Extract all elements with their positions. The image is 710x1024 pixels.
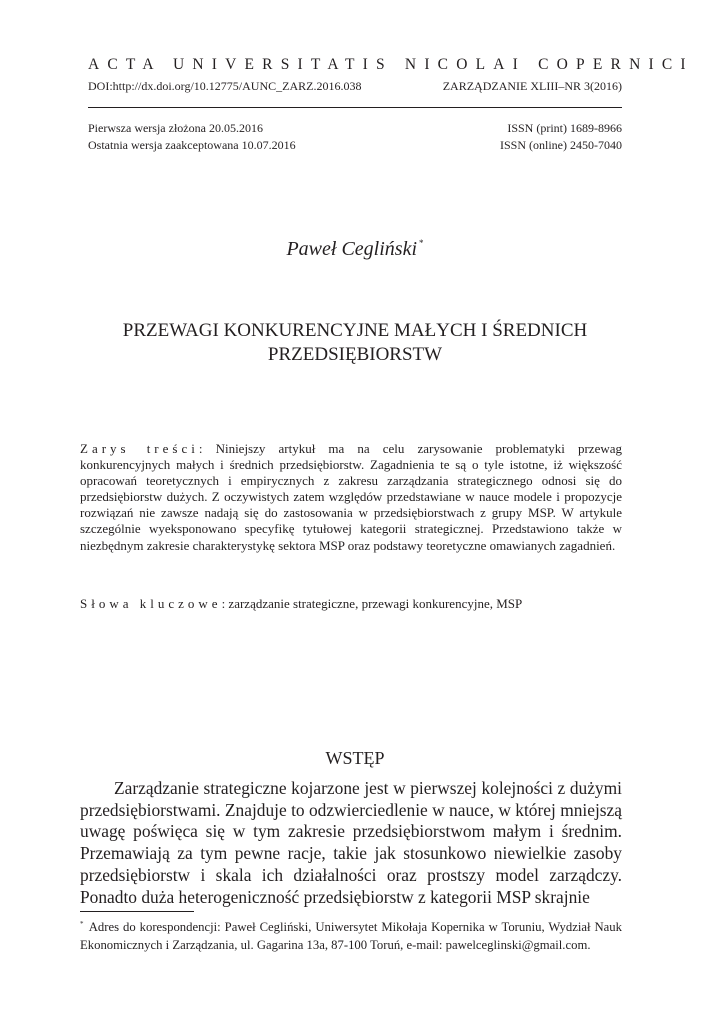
doi-link[interactable]: DOI:http://dx.doi.org/10.12775/AUNC_ZARZ.2016.038	[88, 79, 362, 93]
footnote-rule	[80, 911, 194, 912]
abstract-text: : Niniejszy artykuł ma na celu zarysowanie problematyki przewag konkurencyjnych małych i średnich przedsiębiorstw. Zagadnienia te są o tyle istotne, iż większość opracowań teoretycznych i empirycznych z zakresu zarządzania strategicznego odnosi się do przedsiębiorstw dużych. Z oczywistych zatem względów przedstawiane w nauce modele i propozycje rozwiązań nie zawsze nadają się do zastosowania w przedsiębiorstwach z grupy MSP. W artykule szczególnie wyeksponowano specyfikę tytułowej kategorii strategicznej. Przedstawiono także w niezbędnym zakresie charakterystykę sektora MSP oraz podstawy teoretyczne omawianych zagadnień.	[80, 441, 622, 553]
article-title	[90, 319, 620, 367]
author-name-line	[0, 238, 710, 261]
footnote-marker: *	[80, 920, 84, 928]
meta-row-1	[88, 121, 622, 136]
keywords-text: : zarządzanie strategiczne, przewagi konkurencyjne, MSP	[221, 596, 523, 611]
keywords	[80, 596, 622, 612]
title-line-1: PRZEWAGI KONKURENCYJNE MAŁYCH I ŚREDNICH	[122, 320, 588, 341]
section-heading: WSTĘP	[325, 748, 385, 768]
journal-name: ACTA UNIVERSITATIS NICOLAI COPERNICI	[88, 56, 694, 73]
title-line-2: PRZEDSIĘBIORSTW	[267, 344, 443, 365]
abstract-label: Zarys treści	[80, 441, 199, 456]
issn-print: ISSN (print) 1689-8966	[507, 121, 622, 135]
header-rule	[88, 107, 622, 108]
body-paragraph: Zarządzanie strategiczne kojarzone jest w pierwszej kolejności z dużymi przedsiębiorstwami. Znajduje to odzwierciedlenie w nauce, w której mniejszą uwagę poświęca się w tym zakresie przedsiębiorstwom małym i średnim. Przemawiają za tym pewne racje, takie jak stosunkowo niewielkie zasoby przedsiębiorstw i skala ich działalności oraz prostszy model zarządczy. Ponadto duża heterogeniczność przedsiębiorstw z kategorii MSP skrajnie	[80, 778, 622, 907]
issue-label: ZARZĄDZANIE XLIII–NR 3(2016)	[442, 79, 622, 93]
abstract	[80, 441, 622, 554]
doi-line	[88, 79, 622, 94]
meta-row-2	[88, 138, 622, 153]
footnote-text: Adres do korespondencji: Paweł Cegliński, Uniwersytet Mikołaja Kopernika w Toruniu, Wydział Nauk Ekonomicznych i Zarządzania, ul. Gagarina 13a, 87-100 Toruń, e-mail: pawelceglinski@gmail.com.	[80, 920, 622, 952]
first-version-date: Pierwsza wersja złożona 20.05.2016	[88, 121, 263, 135]
issn-online: ISSN (online) 2450-7040	[500, 138, 622, 152]
footnote	[80, 916, 622, 954]
last-version-date: Ostatnia wersja zaakceptowana 10.07.2016	[88, 138, 296, 152]
author-footnote-marker[interactable]: *	[419, 238, 424, 248]
keywords-label: Słowa kluczowe	[80, 596, 222, 611]
author-name: Paweł Cegliński	[286, 238, 418, 260]
